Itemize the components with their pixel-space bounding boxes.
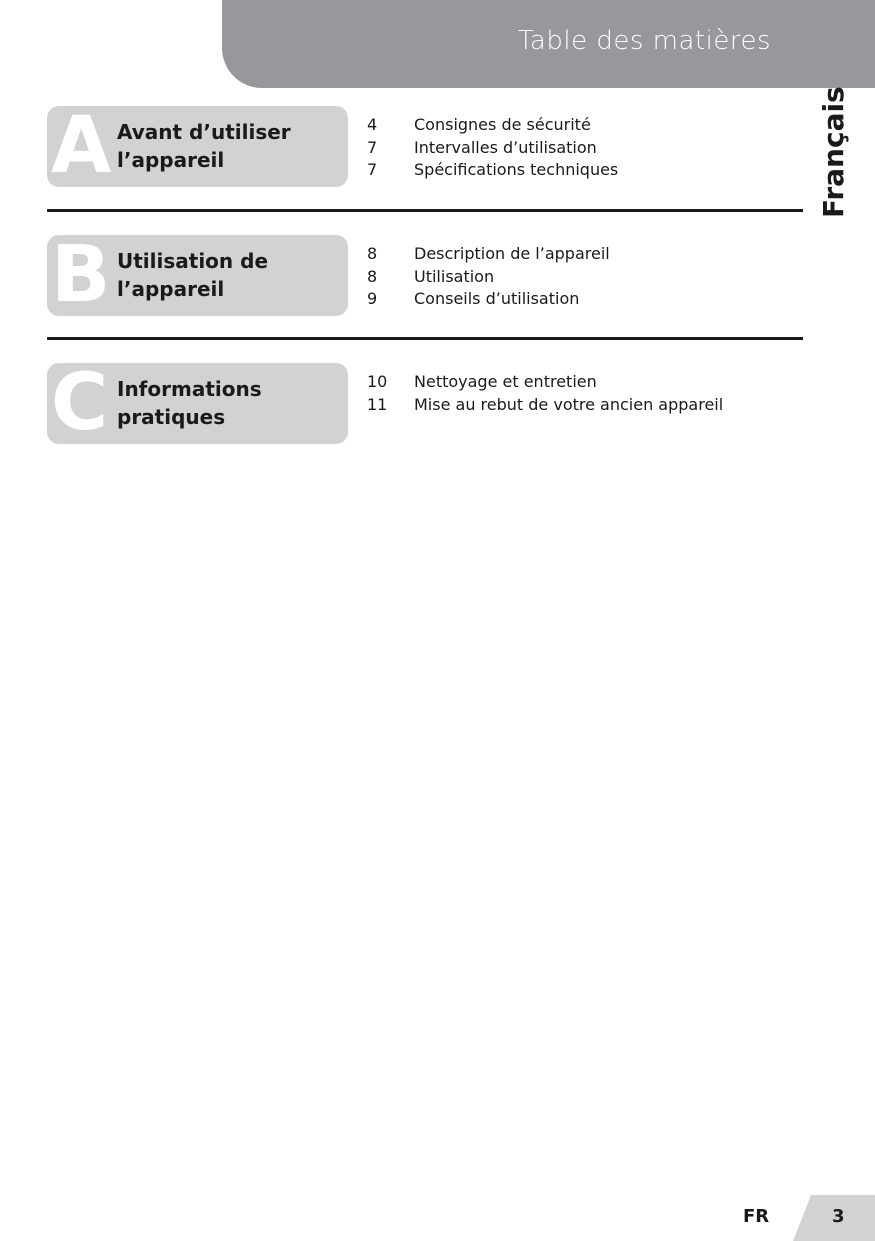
header-bar xyxy=(222,0,875,88)
section-title-line: Utilisation de xyxy=(117,249,269,273)
section-letter: C xyxy=(51,363,109,444)
section-card xyxy=(47,235,348,316)
toc-page-number: 7 xyxy=(367,160,378,179)
toc-entry[interactable] xyxy=(367,371,723,394)
section-letter: B xyxy=(51,235,111,316)
toc-entry[interactable] xyxy=(367,243,610,266)
section-title-line: pratiques xyxy=(117,405,226,429)
toc-page-number: 11 xyxy=(367,394,388,414)
toc-entry-label: Conseils d’utilisation xyxy=(414,289,580,308)
section-title-line: Avant d’utiliser xyxy=(117,120,291,144)
language-label: Français xyxy=(817,86,850,218)
toc-entry[interactable] xyxy=(367,288,610,311)
toc-entry[interactable] xyxy=(367,394,723,417)
section-card xyxy=(47,363,348,444)
toc-page-number: 9 xyxy=(367,289,378,308)
section-card xyxy=(47,106,348,187)
section-title-line: Informations xyxy=(117,377,262,401)
section-title-line: l’appareil xyxy=(117,277,225,301)
toc-entry-label: Nettoyage et entretien xyxy=(414,372,597,391)
toc-entry[interactable] xyxy=(367,137,618,160)
toc-page-number: 8 xyxy=(367,244,378,263)
toc-list xyxy=(367,371,723,416)
section-title xyxy=(117,118,291,174)
toc-list xyxy=(367,114,618,182)
toc-page-number: 10 xyxy=(367,372,388,391)
section-title xyxy=(117,247,268,303)
toc-entry-label: Mise au rebut de votre ancien appareil xyxy=(414,394,724,414)
toc-entry-label: Intervalles d’utilisation xyxy=(414,137,597,157)
toc-page-number: 8 xyxy=(367,266,378,286)
toc-entry-label: Description de l’appareil xyxy=(414,244,610,263)
toc-entry-label: Consignes de sécurité xyxy=(414,115,591,134)
toc-entry[interactable] xyxy=(367,159,618,182)
section-title xyxy=(117,375,262,431)
language-tab xyxy=(790,86,850,220)
section-divider xyxy=(47,209,803,212)
section-letter: A xyxy=(51,106,112,187)
toc-page-number: 7 xyxy=(367,137,378,157)
section-divider xyxy=(47,337,803,340)
toc-entry[interactable] xyxy=(367,266,610,289)
footer-page-number: 3 xyxy=(832,1206,845,1227)
toc-entry[interactable] xyxy=(367,114,618,137)
toc-entry-label: Spécifications techniques xyxy=(414,160,619,179)
toc-entry-label: Utilisation xyxy=(414,266,495,286)
toc-page-number: 4 xyxy=(367,115,378,134)
page-title: Table des matières xyxy=(517,26,771,56)
footer-language-code: FR xyxy=(743,1206,770,1227)
section-title-line: l’appareil xyxy=(117,148,225,172)
toc-list xyxy=(367,243,610,311)
